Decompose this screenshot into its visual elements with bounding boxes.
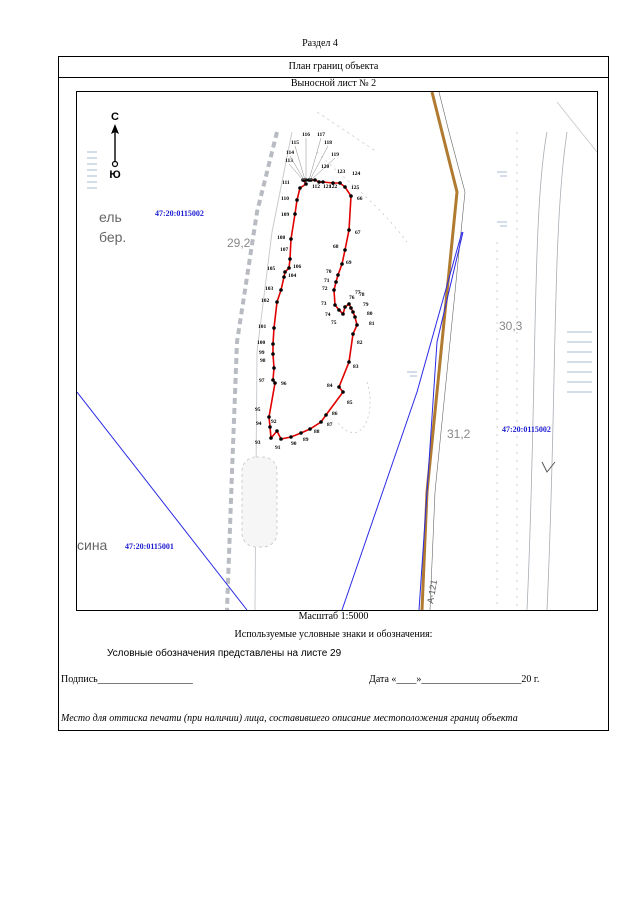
boundary-point-marker — [268, 425, 272, 429]
boundary-point-marker — [337, 308, 341, 312]
boundary-point-marker — [282, 275, 286, 279]
compass-south-label: Ю — [109, 169, 121, 181]
point-number-label: 114 — [286, 150, 294, 156]
boundary-point-marker — [289, 435, 293, 439]
point-number-label: 97 — [259, 378, 265, 384]
point-number-label: 84 — [327, 383, 333, 389]
boundary-point-marker — [341, 312, 345, 316]
point-number-label: 88 — [314, 429, 320, 435]
boundary-point-marker — [355, 323, 359, 327]
boundary-point-marker — [271, 342, 275, 346]
point-number-label: 122 — [329, 184, 338, 190]
point-number-label: 79 — [363, 302, 369, 308]
point-number-label: 68 — [333, 244, 339, 250]
sheet-title: Выносной лист № 2 — [290, 78, 377, 89]
point-number-label: 106 — [293, 264, 302, 270]
point-number-label: 80 — [367, 311, 373, 317]
point-number-label: 70 — [326, 269, 332, 275]
point-number-label: 93 — [255, 440, 261, 446]
point-number-label: 102 — [261, 298, 270, 304]
boundary-point-marker — [304, 182, 308, 186]
boundary-point-marker — [271, 352, 275, 356]
terrain-features — [227, 102, 597, 610]
point-number-label: 119 — [331, 152, 339, 158]
boundary-point-marker — [347, 360, 351, 364]
point-number-label: 118 — [324, 140, 332, 146]
point-number-label: 90 — [291, 441, 297, 447]
boundary-point-marker — [272, 366, 276, 370]
point-number-label: 123 — [337, 169, 346, 175]
boundary-point-marker — [351, 310, 355, 314]
point-leader-line — [309, 138, 321, 180]
point-number-label: 73 — [321, 301, 327, 307]
boundary-point-marker — [353, 315, 357, 319]
elevation-label-3: 31,2 — [447, 427, 471, 441]
plan-title: План границ объекта — [59, 57, 608, 78]
point-leader-line — [310, 146, 328, 180]
boundary-point-marker — [272, 326, 276, 330]
boundary-point-marker — [273, 381, 277, 385]
point-number-label: 78 — [359, 292, 365, 298]
boundary-point-marker — [340, 262, 344, 266]
boundary-plan-frame — [58, 56, 609, 731]
vegetation-label-aspen: сина — [77, 537, 108, 553]
point-number-label: 100 — [257, 340, 266, 346]
boundary-point-marker — [275, 300, 279, 304]
boundary-point-marker — [271, 378, 275, 382]
boundary-point-marker — [349, 194, 353, 198]
vegetation-label-spruce: ель — [99, 209, 122, 225]
boundary-point-marker — [343, 248, 347, 252]
point-number-label: 124 — [352, 171, 361, 177]
point-number-label: 82 — [357, 340, 363, 346]
parcel-number-2: 47:20:0115001 — [125, 542, 174, 551]
boundary-point-marker — [347, 228, 351, 232]
boundary-point-marker — [279, 437, 283, 441]
point-number-label: 108 — [277, 235, 286, 241]
point-number-label: 83 — [353, 364, 359, 370]
boundary-point-marker — [279, 288, 283, 292]
boundary-point-marker — [269, 436, 273, 440]
boundary-point-marker — [351, 332, 355, 336]
boundary-point-marker — [299, 431, 303, 435]
map-view — [76, 91, 598, 611]
compass-north-label: С — [111, 111, 119, 123]
point-number-label: 89 — [303, 437, 309, 443]
boundary-point-marker — [289, 237, 293, 241]
point-leader-line — [290, 156, 304, 180]
boundary-point-marker — [332, 288, 336, 292]
boundary-point-marker — [347, 302, 351, 306]
boundary-point-marker — [283, 270, 287, 274]
point-number-label: 107 — [280, 247, 289, 253]
point-number-label: 113 — [285, 158, 293, 164]
point-number-label: 103 — [265, 286, 274, 292]
point-leader-line — [295, 146, 305, 180]
legend-header: Используемые условные знаки и обозначения: — [234, 629, 433, 640]
boundary-point-marker — [298, 186, 302, 190]
elevation-label-2: 30,3 — [499, 319, 523, 333]
signature-line: Подпись___________________ — [61, 674, 193, 685]
point-number-label: 95 — [255, 407, 261, 413]
point-number-label: 96 — [281, 381, 287, 387]
point-number-label: 116 — [302, 132, 310, 138]
point-number-label: 112 — [312, 184, 320, 190]
point-number-label: 104 — [288, 273, 297, 279]
boundary-point-marker — [336, 273, 340, 277]
boundary-point-marker — [349, 306, 353, 310]
point-number-label: 109 — [281, 212, 290, 218]
point-number-label: 101 — [258, 324, 267, 330]
boundary-point-marker — [338, 181, 342, 185]
point-number-label: 99 — [259, 350, 265, 356]
map-scale: Масштаб 1:5000 — [298, 611, 369, 622]
boundary-point-marker — [341, 390, 345, 394]
point-number-label: 87 — [327, 422, 333, 428]
point-number-label: 91 — [275, 445, 281, 451]
point-number-label: 69 — [346, 260, 352, 266]
date-line: Дата «____»____________________20 г. — [369, 674, 540, 685]
point-number-label: 76 — [349, 295, 355, 301]
point-number-label: 115 — [291, 140, 299, 146]
parcel-number-3: 47:20:0115002 — [502, 425, 551, 434]
map-canvas — [77, 92, 597, 610]
boundary-polygon — [269, 180, 357, 439]
boundary-point-marker — [275, 429, 279, 433]
point-number-label: 81 — [369, 321, 375, 327]
point-number-label: 72 — [322, 286, 328, 292]
elevation-label-1: 29,2 — [227, 236, 251, 250]
boundary-point-marker — [337, 385, 341, 389]
point-number-label: 85 — [347, 400, 353, 406]
boundary-point-marker — [343, 305, 347, 309]
point-number-label: 75 — [331, 320, 337, 326]
boundary-point-marker — [313, 178, 317, 182]
boundary-point-marker — [288, 257, 292, 261]
point-number-label: 120 — [321, 164, 330, 170]
boundary-point-marker — [295, 198, 299, 202]
point-number-label: 105 — [267, 266, 276, 272]
boundary-point-marker — [333, 303, 337, 307]
point-number-label: 77 — [355, 290, 361, 296]
point-number-label: 67 — [355, 230, 361, 236]
point-number-label: 117 — [317, 132, 325, 138]
point-number-label: 98 — [260, 358, 266, 364]
vegetation-label-birch: бер. — [99, 229, 127, 245]
point-number-label: 110 — [281, 196, 289, 202]
point-number-label: 92 — [271, 419, 277, 425]
boundary-point-marker — [324, 413, 328, 417]
stamp-note: Место для оттиска печати (при наличии) лица, составившего описание местоположения границ объекта — [61, 713, 518, 724]
section-heading: Раздел 4 — [302, 38, 338, 49]
road-label: А-121 — [425, 578, 440, 605]
boundary-point-marker — [334, 280, 338, 284]
point-number-label: 74 — [325, 312, 331, 318]
compass-rose — [109, 111, 120, 181]
point-number-label: 94 — [256, 421, 262, 427]
point-number-label: 111 — [282, 180, 290, 186]
point-number-label: 125 — [351, 185, 360, 191]
boundary-point-marker — [343, 185, 347, 189]
legend-text: Условные обозначения представлены на листе 29 — [107, 648, 342, 659]
point-number-label: 71 — [324, 278, 330, 284]
parcel-number-1: 47:20:0115002 — [155, 209, 204, 218]
boundary-point-marker — [319, 420, 323, 424]
boundary-point-marker — [293, 212, 297, 216]
point-number-label: 86 — [332, 411, 338, 417]
point-number-label: 66 — [357, 196, 363, 202]
point-number-label: 121 — [323, 184, 332, 190]
boundary-point-marker — [287, 266, 291, 270]
boundary-point-marker — [308, 427, 312, 431]
